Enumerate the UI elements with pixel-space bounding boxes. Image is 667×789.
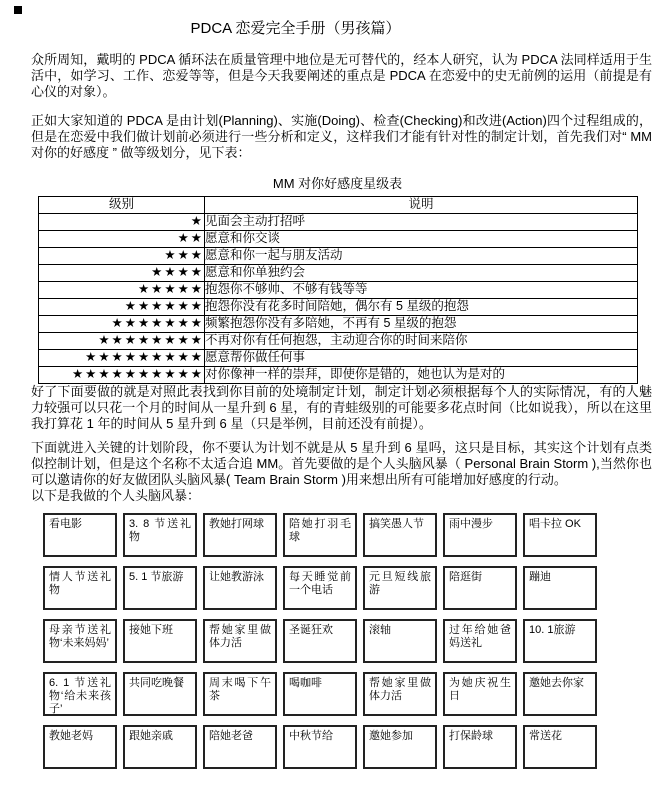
star-desc: 愿意和你交谈: [205, 231, 638, 248]
rating-row: [39, 333, 638, 350]
star-desc: 频繁抱怨你没有多陪她，不再有 5 星级的抱怨: [205, 316, 638, 333]
star-level: ★★★★★: [39, 282, 205, 299]
brainstorm-cell: 让她教游泳: [203, 566, 277, 610]
brainstorm-cell: 3. 8 节送礼物: [123, 513, 197, 557]
brainstorm-cell: 5. 1 节旅游: [123, 566, 197, 610]
brainstorm-cell: 邀她去你家: [523, 672, 597, 716]
star-desc: 对你像神一样的崇拜，即使你是错的，她也认为是对的: [205, 367, 638, 384]
brainstorm-cell: 圣诞狂欢: [283, 619, 357, 663]
brainstorm-cell: 跟她亲戚: [123, 725, 197, 769]
star-level: ★★: [39, 231, 205, 248]
star-level: ★★★★★★★★★★: [39, 367, 205, 384]
brainstorm-cell: 滚轴: [363, 619, 437, 663]
star-level: ★★★★★★★: [39, 316, 205, 333]
brainstorm-cell: 帮她家里做体力活: [203, 619, 277, 663]
rating-table-caption: MM 对你好感度星级表: [272, 176, 403, 191]
star-desc: 抱怨你没有花多时间陪她，偶尔有 5 星级的抱怨: [205, 299, 638, 316]
rating-row: [39, 231, 638, 248]
brainstorm-cell: 10. 1旅游: [523, 619, 597, 663]
brainstorm-cell: 中秋节给: [283, 725, 357, 769]
pdca-definition-paragraph: 正如大家知道的 PDCA 是由计划(Planning)、实施(Doing)、检查(Checking)和改进(Action)四个过程组成的，但是在恋爱中我们做计划前必须进行一些分析和定义，这样我们才能有针对性的制定计划，首先我们对“ MM 对你的好感度 ” 做等级划分，见下表：: [31, 113, 652, 160]
rating-table-header-row: [39, 197, 638, 214]
brainstorm-cell: 母亲节送礼物‘未来妈妈’: [43, 619, 117, 663]
star-level: ★★★: [39, 248, 205, 265]
rating-row: [39, 282, 638, 299]
brainstorm-cell: 蹦迪: [523, 566, 597, 610]
rating-table: [38, 196, 638, 384]
brainstorm-cell: 情人节送礼物: [43, 566, 117, 610]
star-level: ★★★★★★: [39, 299, 205, 316]
brainstorm-cell: 帮她家里做体力活: [363, 672, 437, 716]
brainstorm-cell: 陪她打羽毛球: [283, 513, 357, 557]
brainstorm-grid: [43, 513, 652, 769]
brainstorm-cell: 唱卡拉 OK: [523, 513, 597, 557]
brainstorm-cell: 每天睡觉前一个电话: [283, 566, 357, 610]
rating-row: [39, 299, 638, 316]
brainstorm-cell: 打保龄球: [443, 725, 517, 769]
brainstorm-cell: 搞笑愚人节: [363, 513, 437, 557]
intro-paragraph: 众所周知，戴明的 PDCA 循环法在质量管理中地位是无可替代的，经本人研究，认为 PDCA 法同样适用于生活中，如学习、工作、恋爱等等，但是今天我要阐述的重点是 PDCA 在恋爱中的史无前例的运用（前提是有心仪的对象）。: [31, 52, 652, 99]
page-marker: [14, 6, 22, 14]
brainstorm-cell: 教她老妈: [43, 725, 117, 769]
star-level: ★★★★: [39, 265, 205, 282]
brainstorm-lead-line: 以下是我做的个人头脑风暴：: [31, 488, 201, 503]
brainstorm-cell: 陪她老爸: [203, 725, 277, 769]
brainstorm-cell: 陪逛街: [443, 566, 517, 610]
brainstorm-cell: 喝咖啡: [283, 672, 357, 716]
star-desc: 愿意和你单独约会: [205, 265, 638, 282]
brainstorm-cell: 看电影: [43, 513, 117, 557]
brainstorm-cell: 共同吃晚餐: [123, 672, 197, 716]
star-desc: 愿意和你一起与朋友活动: [205, 248, 638, 265]
plan-paragraph: 好了下面要做的就是对照此表找到你目前的处境制定计划，制定计划必须根据每个人的实际情况，有的人魅力较强可以只花一个月的时间从一星升到 6 星，有的青蛙级别的可能要多花点时间（比如说我），所以在这里我打算花 1 年的时间从 5 星升到 6 星（只是举例，目前还没有前提）。: [31, 384, 652, 431]
star-level: ★★★★★★★★★: [39, 350, 205, 367]
rating-row: [39, 316, 638, 333]
brainstorm-cell: 6. 1 节送礼物‘给未来孩子’: [43, 672, 117, 716]
rating-header-level: 级别: [39, 197, 205, 214]
brainstorm-cell: 邀她参加: [363, 725, 437, 769]
rating-header-desc: 说明: [205, 197, 638, 214]
brainstorm-cell: 元旦短线旅游: [363, 566, 437, 610]
brainstorm-cell: 教她打网球: [203, 513, 277, 557]
brainstorm-cell: 周末喝下午茶: [203, 672, 277, 716]
page-title: PDCA 恋爱完全手册（男孩篇）: [190, 20, 401, 37]
star-desc: 见面会主动打招呼: [205, 214, 638, 231]
brainstorm-cell: 雨中漫步: [443, 513, 517, 557]
rating-row: [39, 265, 638, 282]
star-desc: 抱怨你不够帅、不够有钱等等: [205, 282, 638, 299]
brainstorm-cell: 常送花: [523, 725, 597, 769]
brainstorm-cell: 为她庆祝生日: [443, 672, 517, 716]
star-desc: 愿意帮你做任何事: [205, 350, 638, 367]
rating-row: [39, 214, 638, 231]
brainstorm-paragraph: 下面就进入关键的计划阶段，你不要认为计划不就是从 5 星升到 6 星吗，这只是目标，其实这个计划有点类似控制计划，但是这个名称不太适合追 MM。首先要做的是个人头脑风暴（ Personal Brain Storm ),当然你也可以邀请你的好友做团队头脑风暴( Team Brain Storm )用来想出所有可能增加好感度的行动。: [31, 440, 652, 487]
brainstorm-cell: 过年给她爸妈送礼: [443, 619, 517, 663]
rating-row: [39, 350, 638, 367]
brainstorm-cell: 接她下班: [123, 619, 197, 663]
star-desc: 不再对你有任何抱怨，主动迎合你的时间来陪你: [205, 333, 638, 350]
rating-row: [39, 248, 638, 265]
star-level: ★★★★★★★★: [39, 333, 205, 350]
rating-row: [39, 367, 638, 384]
star-level: ★: [39, 214, 205, 231]
